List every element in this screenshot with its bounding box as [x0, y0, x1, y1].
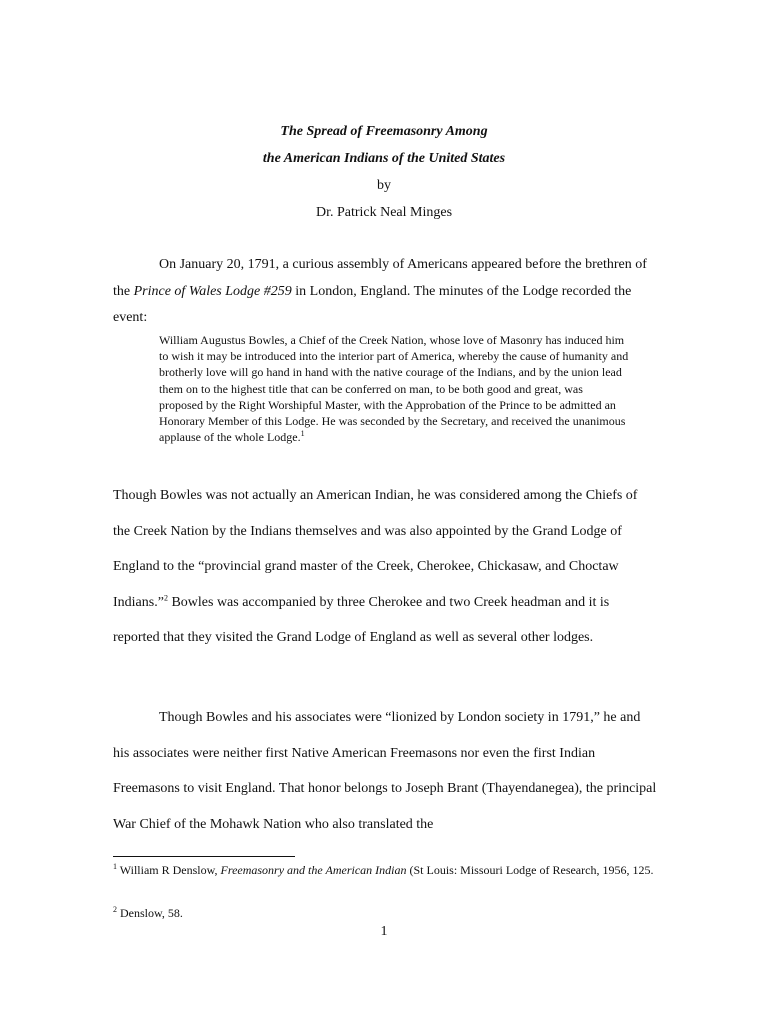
footnote-2-number: 2	[113, 905, 117, 914]
footnote-divider	[113, 856, 295, 857]
footnote-2	[113, 903, 658, 923]
author-name: Dr. Patrick Neal Minges	[315, 205, 453, 220]
paragraph-3-text: Though Bowles and his associates were “lionized by London society in 1791,” he and his associates were neither first Native American Freemasons nor even the first Indian Freemasons to visit England. That honor belongs to Joseph Brant (Thayendanegea), the principal War Chief of the Mohawk Nation who also translated the	[113, 710, 657, 832]
footnote-ref-2[interactable]: 2	[163, 592, 168, 602]
title-line-1: The Spread of Freemasonry Among	[280, 124, 488, 139]
title-line-2: the American Indians of the United States	[262, 151, 506, 166]
paragraph-2	[113, 478, 658, 656]
footnote-1-book-title: Freemasonry and the American Indian	[220, 863, 407, 877]
block-quote-text: William Augustus Bowles, a Chief of the Creek Nation, whose love of Masonry has induced him to wish it may be introduced into the interior part of America, whereby the cause of humanity and brotherly love will go hand in hand with the native courage of the Indians, and by the union lead them on to the highest title that can be conferred on man, to be both good and great, was proposed by the Right Worshipful Master, with the Approbation of the Prince to be admitted an Honorary Member of this Lodge. He was seconded by the Secretary, and received the unanimous applause of the whole Lodge.	[159, 333, 629, 445]
byline: by	[377, 178, 391, 193]
footnote-ref-1[interactable]: 1	[300, 429, 305, 439]
page-number: 1	[380, 924, 388, 939]
paragraph-1-text-b: in London, England. The minutes of the Lodge recorded the event:	[113, 283, 632, 325]
footnote-1	[113, 860, 658, 880]
paragraph-2-text-a: Though Bowles was not actually an American Indian, he was considered among the Chiefs of the Creek Nation by the Indians themselves and was also appointed by the Grand Lodge of England to the “provincial grand master of the Creek, Cherokee, Chickasaw, and Choctaw Indians.”	[113, 488, 638, 610]
paragraph-3	[113, 700, 658, 842]
paragraph-1-text-a: On January 20, 1791, a curious assembly of Americans appeared before the brethren of the	[113, 257, 647, 299]
footnote-1-text-b: (St Louis: Missouri Lodge of Research, 1956, 125.	[406, 863, 654, 877]
lodge-name: Prince of Wales Lodge #259	[133, 283, 292, 299]
block-quote	[159, 332, 629, 445]
footnote-2-text: Denslow, 58.	[117, 906, 183, 920]
footnote-1-text-a: William R Denslow,	[117, 863, 221, 877]
paragraph-1	[113, 252, 658, 332]
title-block	[0, 118, 768, 226]
paragraph-2-text-b: Bowles was accompanied by three Cherokee and two Creek headman and it is reported that they visited the Grand Lodge of England as well as several other lodges.	[113, 594, 610, 645]
footnote-1-number: 1	[113, 862, 117, 871]
